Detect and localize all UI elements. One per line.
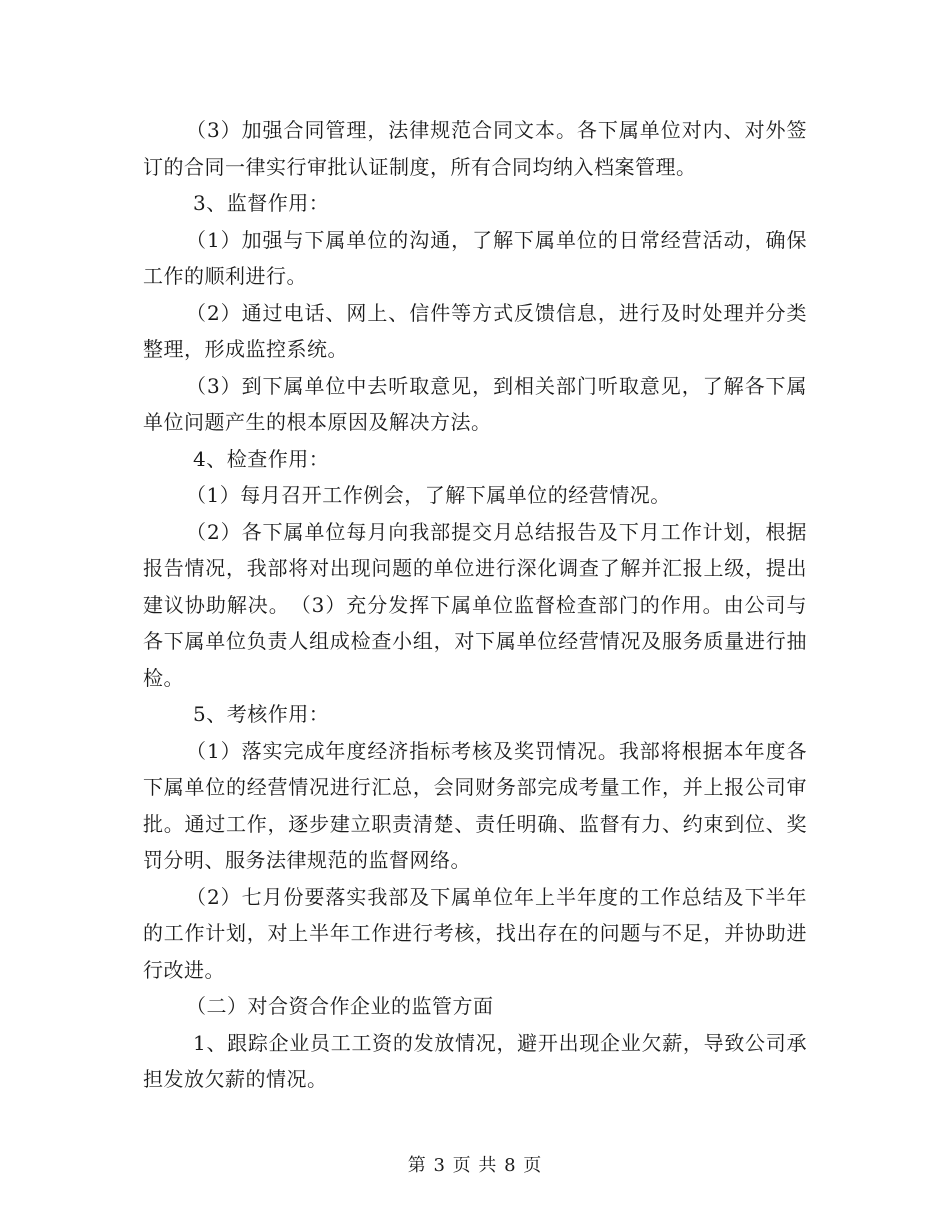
heading-inspection-role: 4、检查作用： — [193, 446, 330, 471]
paragraph-inspection-2: （2）各下属单位每月向我部提交月总结报告及下月工作计划，根据报告情况，我部将对出现问题的单位进行深化调查了解并汇报上级，提出建议协助解决。 （3）充分发挥下属单位监督检查部门的作用。由公司与各下属单位负责人组成检查小组，对下属单位经营情况及服务质量进行抽检。 — [143, 519, 807, 690]
paragraph-assessment-2: （2）七月份要落实我部及下属单位年上半年度的工作总结及下半年的工作计划，对上半年工作进行考核，找出存在的问题与不足，并协助进行改进。 — [143, 884, 807, 982]
paragraph-supervision-1: （1）加强与下属单位的沟通，了解下属单位的日常经营活动，确保工作的顺利进行。 — [143, 227, 807, 288]
paragraph-contract-management: （3）加强合同管理，法律规范合同文本。各下属单位对内、对外签订的合同一律实行审批认证制度，所有合同均纳入档案管理。 — [143, 118, 807, 179]
paragraph-inspection-1: （1）每月召开工作例会，了解下属单位的经营情况。 — [186, 483, 671, 507]
paragraph-supervision-3: （3）到下属单位中去听取意见，到相关部门听取意见，了解各下属单位问题产生的根本原因及解决方法。 — [143, 373, 807, 434]
heading-assessment-role: 5、考核作用： — [193, 702, 330, 726]
paragraph-assessment-1: （1）落实完成年度经济指标考核及奖罚情况。我部将根据本年度各下属单位的经营情况进行汇总，会同财务部完成考量工作，并上报公司审批。通过工作，逐步建立职责清楚、责任明确、监督有力、约束到位、奖罚分明、服务法律规范的监督网络。 — [143, 738, 807, 872]
heading-supervision-role: 3、监督作用： — [193, 191, 330, 215]
paragraph-supervision-2: （2）通过电话、网上、信件等方式反馈信息，进行及时处理并分类整理，形成监控系统。 — [143, 300, 807, 361]
document-body — [143, 112, 807, 1098]
paragraph-wage-tracking: 1、跟踪企业员工工资的发放情况，避开出现企业欠薪，导致公司承担发放欠薪的情况。 — [143, 1030, 807, 1091]
page-number-footer: 第 3 页 共 8 页 — [407, 1155, 543, 1176]
heading-joint-venture-supervision: （二）对合资合作企业的监管方面 — [186, 994, 494, 1018]
